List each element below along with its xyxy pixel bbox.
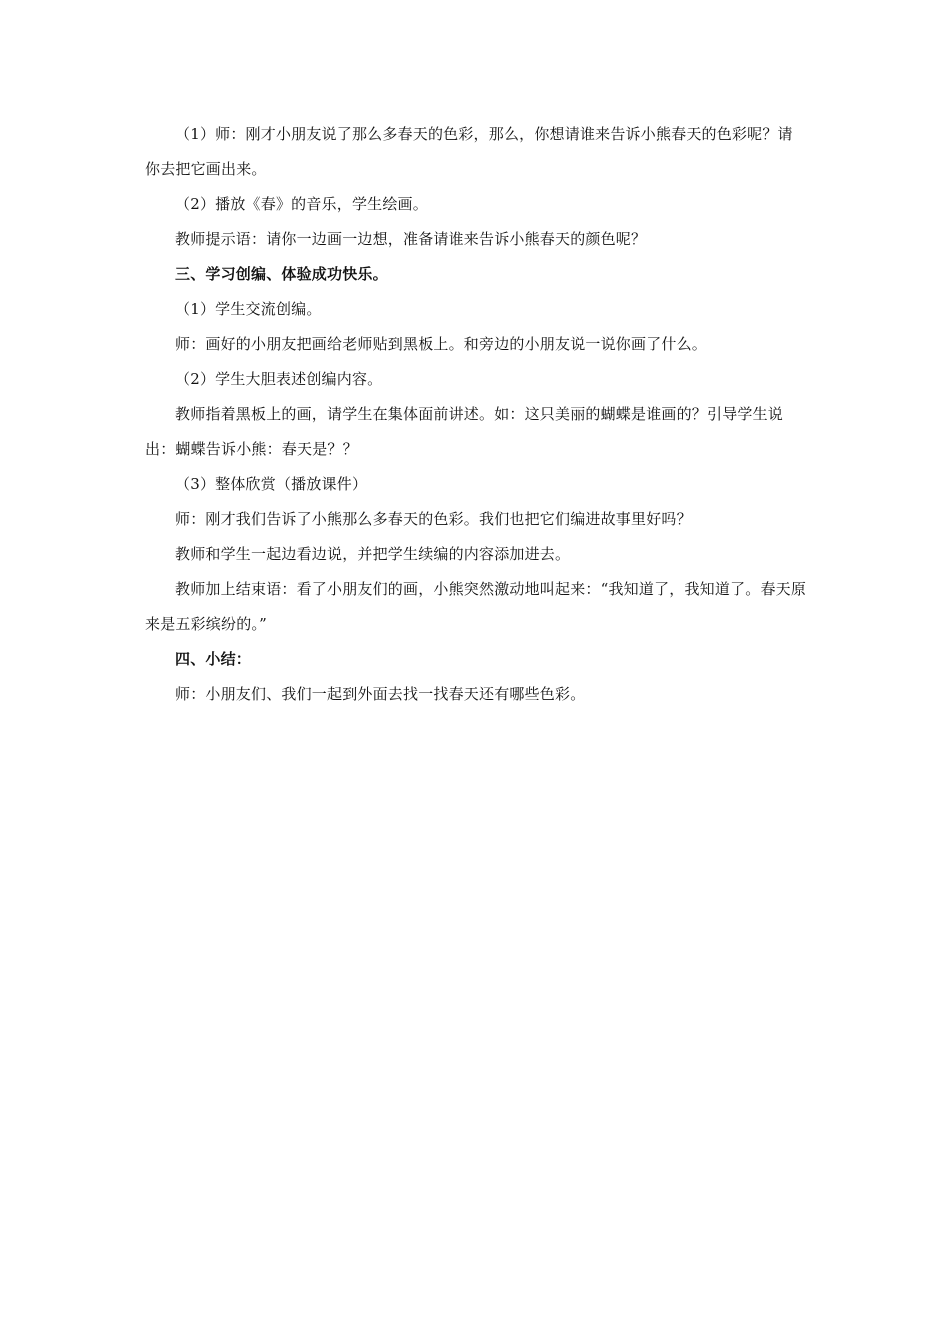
paragraph-music-drawing: （2）播放《春》的音乐，学生绘画。: [175, 195, 428, 213]
paragraph-teacher-hint: 教师提示语：请你一边画一边想，准备请谁来告诉小熊春天的颜色呢？: [175, 230, 647, 248]
section-heading-summary: 四、小结：: [175, 650, 252, 668]
paragraph-add-content: 教师和学生一起边看边说，并把学生续编的内容添加进去。: [175, 545, 571, 563]
document-body: [145, 117, 807, 712]
paragraph-student-exchange: （1）学生交流创编。: [175, 300, 322, 318]
paragraph-closing-words: 教师加上结束语：看了小朋友们的画，小熊突然激动地叫起来：“我知道了，我知道了。春天原来是五彩缤纷的。”: [145, 580, 807, 633]
paragraph-post-drawings: 师：画好的小朋友把画给老师贴到黑板上。和旁边的小朋友说一说你画了什么。: [175, 335, 708, 353]
section-heading-creative: 三、学习创编、体验成功快乐。: [175, 265, 388, 283]
paragraph-teacher-points: 教师指着黑板上的画，请学生在集体面前讲述。如：这只美丽的蝴蝶是谁画的？引导学生说出：蝴蝶告诉小熊：春天是？？: [145, 405, 784, 458]
paragraph-overall-appreciation: （3）整体欣赏（播放课件）: [175, 475, 368, 493]
paragraph-drawing-prompt: （1）师：刚才小朋友说了那么多春天的色彩，那么，你想请谁来告诉小熊春天的色彩呢？请你去把它画出来。: [145, 125, 793, 178]
paragraph-find-spring: 师：小朋友们、我们一起到外面去找一找春天还有哪些色彩。: [175, 685, 586, 703]
paragraph-student-narrate: （2）学生大胆表述创编内容。: [175, 370, 383, 388]
paragraph-story-compose: 师：刚才我们告诉了小熊那么多春天的色彩。我们也把它们编进故事里好吗？: [175, 510, 692, 528]
